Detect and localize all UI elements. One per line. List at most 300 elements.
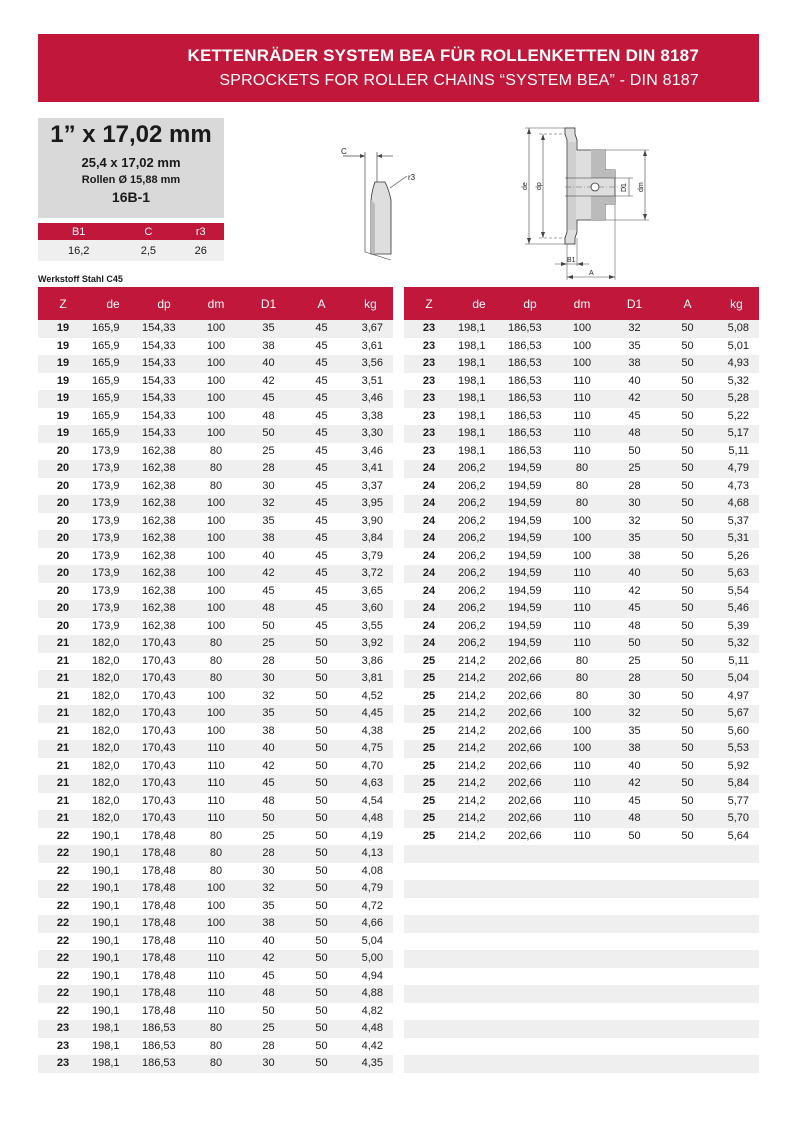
dim-label-dm: dm [638,182,645,192]
cell-d1: 48 [242,985,295,1003]
cell-kg: 3,79 [348,548,393,566]
table-row [38,863,393,881]
cell-d1: 42 [242,950,295,968]
empty-cell [404,880,454,898]
cell-a: 50 [661,338,714,356]
table-row [38,775,393,793]
cell-de: 198,1 [88,1038,138,1056]
cell-z: 22 [38,985,88,1003]
cell-a: 45 [295,530,348,548]
cell-d1: 35 [242,513,295,531]
cell-de: 173,9 [88,443,138,461]
cell-a: 50 [295,933,348,951]
cell-z: 24 [404,618,454,636]
cell-z: 20 [38,513,88,531]
col-c: C [119,223,177,240]
cell-de: 206,2 [454,635,504,653]
cell-kg: 4,79 [714,460,759,478]
cell-dm: 110 [190,793,242,811]
cell-z: 20 [38,495,88,513]
cell-dp: 186,53 [138,1038,190,1056]
table-row [38,723,393,741]
cell-z: 21 [38,653,88,671]
cell-d1: 42 [608,390,661,408]
cell-dp: 194,59 [504,460,556,478]
cell-a: 50 [295,845,348,863]
cell-kg: 5,46 [714,600,759,618]
cell-kg: 3,60 [348,600,393,618]
cell-d1: 50 [608,635,661,653]
cell-z: 22 [38,898,88,916]
cell-d1: 25 [242,1020,295,1038]
cell-a: 50 [661,618,714,636]
empty-cell [608,1055,661,1073]
cell-dm: 80 [190,863,242,881]
empty-cell [404,915,454,933]
cell-dp: 194,59 [504,478,556,496]
table-row [404,460,759,478]
cell-dp: 162,38 [138,583,190,601]
table-row [404,635,759,653]
cell-d1: 35 [608,723,661,741]
cell-z: 21 [38,810,88,828]
table-row [38,898,393,916]
table-body-right [404,320,759,1073]
cell-dp: 162,38 [138,600,190,618]
cell-d1: 32 [608,705,661,723]
sprocket-table-right [404,287,759,1073]
empty-cell [714,1020,759,1038]
empty-cell [504,915,556,933]
cell-de: 198,1 [88,1055,138,1073]
cell-z: 21 [38,775,88,793]
cell-de: 206,2 [454,583,504,601]
cell-z: 19 [38,338,88,356]
col-dm: dm [190,287,242,320]
cell-a: 45 [295,513,348,531]
cell-dp: 202,66 [504,810,556,828]
cell-a: 50 [295,635,348,653]
table-row [38,600,393,618]
cell-a: 50 [295,1003,348,1021]
table-header-row [38,287,393,320]
empty-cell [504,968,556,986]
cell-d1: 48 [242,793,295,811]
cell-a: 45 [295,443,348,461]
cell-kg: 3,67 [348,320,393,338]
cell-kg: 4,72 [348,898,393,916]
cell-d1: 30 [242,478,295,496]
col-a: A [295,287,348,320]
cell-de: 198,1 [454,425,504,443]
cell-dm: 100 [190,565,242,583]
cell-z: 22 [38,950,88,968]
cell-a: 50 [295,1055,348,1073]
empty-cell [556,1038,608,1056]
empty-cell [608,1020,661,1038]
cell-kg: 4,52 [348,688,393,706]
cell-z: 20 [38,583,88,601]
col-dp: dp [138,287,190,320]
cell-dp: 194,59 [504,600,556,618]
cell-d1: 30 [242,863,295,881]
dim-label-r3: r3 [408,173,416,182]
cell-dp: 178,48 [138,880,190,898]
cell-a: 50 [661,705,714,723]
cell-a: 50 [295,670,348,688]
cell-de: 214,2 [454,723,504,741]
cell-kg: 3,55 [348,618,393,636]
cell-dm: 80 [190,845,242,863]
col-dp: dp [504,287,556,320]
cell-a: 50 [295,1038,348,1056]
cell-z: 25 [404,705,454,723]
table-header-row [404,287,759,320]
cell-a: 50 [661,355,714,373]
empty-cell [661,933,714,951]
cell-dm: 80 [190,1038,242,1056]
cell-de: 173,9 [88,460,138,478]
cell-a: 50 [661,425,714,443]
cell-dm: 80 [556,478,608,496]
cell-dm: 100 [556,740,608,758]
cell-de: 198,1 [454,390,504,408]
cell-d1: 40 [242,548,295,566]
cell-dm: 100 [190,705,242,723]
cell-kg: 5,00 [348,950,393,968]
empty-cell [608,933,661,951]
cell-d1: 42 [242,373,295,391]
table-row [38,548,393,566]
cell-a: 50 [661,635,714,653]
empty-cell [556,933,608,951]
cell-dp: 162,38 [138,565,190,583]
cell-de: 214,2 [454,828,504,846]
cell-z: 25 [404,688,454,706]
cell-a: 50 [295,705,348,723]
cell-a: 50 [661,583,714,601]
cell-kg: 5,64 [714,828,759,846]
table-row [404,705,759,723]
cell-a: 45 [295,373,348,391]
cell-dm: 110 [190,758,242,776]
tooth-profile-drawing [335,142,425,260]
cell-z: 21 [38,670,88,688]
cell-a: 45 [295,320,348,338]
cell-dp: 154,33 [138,355,190,373]
cell-a: 50 [295,950,348,968]
cell-d1: 48 [608,810,661,828]
empty-cell [608,968,661,986]
cell-a: 50 [661,460,714,478]
cell-z: 21 [38,793,88,811]
cell-a: 45 [295,495,348,513]
cell-a: 50 [661,723,714,741]
cell-dp: 194,59 [504,548,556,566]
cell-dp: 194,59 [504,635,556,653]
cell-dp: 186,53 [504,338,556,356]
cell-d1: 28 [242,845,295,863]
cell-a: 50 [661,600,714,618]
cell-d1: 38 [242,338,295,356]
roller-diameter: Rollen Ø 15,88 mm [81,174,181,186]
table-row [38,618,393,636]
col-r3: r3 [177,223,224,240]
cell-d1: 32 [608,320,661,338]
cell-dp: 202,66 [504,670,556,688]
empty-row [404,968,759,986]
cell-a: 50 [661,653,714,671]
cell-de: 214,2 [454,688,504,706]
cell-z: 22 [38,968,88,986]
table-row [38,845,393,863]
cell-d1: 25 [242,635,295,653]
cell-z: 19 [38,355,88,373]
cell-de: 206,2 [454,565,504,583]
col-z: Z [404,287,454,320]
empty-cell [504,985,556,1003]
cell-a: 45 [295,618,348,636]
empty-cell [556,1055,608,1073]
cell-de: 206,2 [454,548,504,566]
col-de: de [454,287,504,320]
cell-a: 50 [661,513,714,531]
table-row [404,373,759,391]
cell-z: 22 [38,863,88,881]
table-row [38,933,393,951]
table-row [404,408,759,426]
cell-dp: 186,53 [504,373,556,391]
cell-de: 190,1 [88,968,138,986]
cell-dp: 194,59 [504,565,556,583]
table-row [38,1038,393,1056]
cell-de: 190,1 [88,950,138,968]
cell-d1: 50 [242,1003,295,1021]
cell-a: 50 [661,530,714,548]
cell-dm: 100 [190,338,242,356]
cell-z: 23 [404,355,454,373]
cell-dp: 170,43 [138,670,190,688]
table-row [38,530,393,548]
table-row [404,810,759,828]
cell-kg: 3,37 [348,478,393,496]
table-row [38,740,393,758]
sprocket-section-drawing [515,120,665,280]
cell-de: 165,9 [88,373,138,391]
empty-cell [556,880,608,898]
cell-dm: 80 [556,495,608,513]
cell-dm: 100 [190,513,242,531]
cell-z: 24 [404,548,454,566]
cell-de: 214,2 [454,653,504,671]
cell-dp: 162,38 [138,478,190,496]
cell-kg: 4,68 [714,495,759,513]
table-row [404,443,759,461]
cell-dp: 154,33 [138,373,190,391]
cell-dm: 100 [190,408,242,426]
cell-dm: 100 [190,355,242,373]
cell-a: 50 [295,1020,348,1038]
cell-de: 214,2 [454,705,504,723]
cell-dm: 110 [556,390,608,408]
cell-de: 165,9 [88,390,138,408]
cell-z: 21 [38,635,88,653]
cell-a: 50 [661,478,714,496]
cell-de: 190,1 [88,898,138,916]
cell-de: 206,2 [454,530,504,548]
cell-z: 23 [404,373,454,391]
cell-dp: 202,66 [504,758,556,776]
cell-de: 206,2 [454,513,504,531]
cell-d1: 32 [242,880,295,898]
cell-de: 214,2 [454,793,504,811]
cell-de: 182,0 [88,740,138,758]
empty-cell [404,1055,454,1073]
table-row [404,618,759,636]
cell-z: 25 [404,775,454,793]
cell-z: 23 [404,443,454,461]
cell-dp: 202,66 [504,793,556,811]
cell-d1: 45 [242,583,295,601]
cell-d1: 50 [608,443,661,461]
cell-d1: 50 [608,828,661,846]
cell-z: 24 [404,530,454,548]
cell-de: 165,9 [88,338,138,356]
cell-dm: 100 [190,688,242,706]
cell-dp: 186,53 [504,425,556,443]
table-row [404,758,759,776]
dim-label-b1: B1 [567,257,576,264]
cell-de: 198,1 [88,1020,138,1038]
cell-kg: 4,93 [714,355,759,373]
cell-kg: 5,63 [714,565,759,583]
cell-dm: 110 [556,635,608,653]
cell-dp: 186,53 [138,1020,190,1038]
cell-dp: 202,66 [504,828,556,846]
cell-d1: 40 [242,355,295,373]
cell-z: 21 [38,705,88,723]
cell-kg: 5,60 [714,723,759,741]
table-row [38,478,393,496]
cell-d1: 38 [242,915,295,933]
cell-kg: 4,88 [348,985,393,1003]
empty-cell [661,1020,714,1038]
empty-cell [404,985,454,1003]
cell-dp: 178,48 [138,1003,190,1021]
empty-cell [504,1003,556,1021]
cell-dm: 80 [556,688,608,706]
cell-kg: 3,56 [348,355,393,373]
cell-de: 182,0 [88,723,138,741]
title-english: SPROCKETS FOR ROLLER CHAINS “SYSTEM BEA” - DIN 8187 [219,72,699,89]
empty-cell [714,968,759,986]
cell-de: 182,0 [88,793,138,811]
cell-a: 50 [661,408,714,426]
empty-cell [714,950,759,968]
cell-dp: 194,59 [504,530,556,548]
cell-dp: 170,43 [138,688,190,706]
cell-d1: 28 [242,653,295,671]
cell-a: 45 [295,425,348,443]
table-row [404,828,759,846]
cell-kg: 4,79 [348,880,393,898]
cell-kg: 3,46 [348,390,393,408]
cell-dp: 178,48 [138,898,190,916]
empty-cell [556,845,608,863]
cell-d1: 35 [608,338,661,356]
cell-z: 25 [404,723,454,741]
cell-z: 23 [38,1038,88,1056]
cell-a: 50 [295,828,348,846]
cell-de: 206,2 [454,460,504,478]
cell-z: 23 [38,1055,88,1073]
cell-de: 173,9 [88,495,138,513]
cell-de: 214,2 [454,740,504,758]
empty-cell [404,950,454,968]
empty-row [404,898,759,916]
cell-a: 45 [295,408,348,426]
cell-dp: 202,66 [504,740,556,758]
cell-dp: 186,53 [504,355,556,373]
cell-dm: 100 [556,548,608,566]
col-a: A [661,287,714,320]
cell-z: 19 [38,408,88,426]
cell-kg: 5,32 [714,373,759,391]
empty-cell [714,1003,759,1021]
cell-dm: 110 [190,985,242,1003]
cell-dm: 110 [556,373,608,391]
cell-dp: 170,43 [138,723,190,741]
cell-a: 50 [661,320,714,338]
cell-dm: 110 [190,968,242,986]
cell-dp: 194,59 [504,513,556,531]
cell-z: 20 [38,443,88,461]
cell-z: 19 [38,320,88,338]
empty-cell [608,845,661,863]
table-row [38,810,393,828]
cell-kg: 4,35 [348,1055,393,1073]
table-row [404,565,759,583]
cell-kg: 4,42 [348,1038,393,1056]
cell-kg: 4,97 [714,688,759,706]
table-row [404,425,759,443]
cell-a: 45 [295,548,348,566]
cell-a: 50 [295,688,348,706]
cell-a: 50 [661,688,714,706]
cell-dp: 162,38 [138,548,190,566]
cell-dp: 202,66 [504,705,556,723]
cell-dp: 186,53 [504,320,556,338]
cell-kg: 4,66 [348,915,393,933]
cell-d1: 40 [608,758,661,776]
cell-kg: 4,75 [348,740,393,758]
table-row [38,390,393,408]
cell-de: 198,1 [454,355,504,373]
cell-z: 24 [404,583,454,601]
cell-a: 50 [295,775,348,793]
cell-z: 25 [404,828,454,846]
cell-d1: 38 [608,548,661,566]
cell-kg: 5,04 [714,670,759,688]
empty-cell [608,1003,661,1021]
cell-de: 190,1 [88,863,138,881]
cell-dm: 110 [556,425,608,443]
cell-d1: 28 [608,478,661,496]
empty-row [404,880,759,898]
cell-dp: 170,43 [138,775,190,793]
dim-label-a: A [589,270,594,277]
empty-cell [661,1003,714,1021]
